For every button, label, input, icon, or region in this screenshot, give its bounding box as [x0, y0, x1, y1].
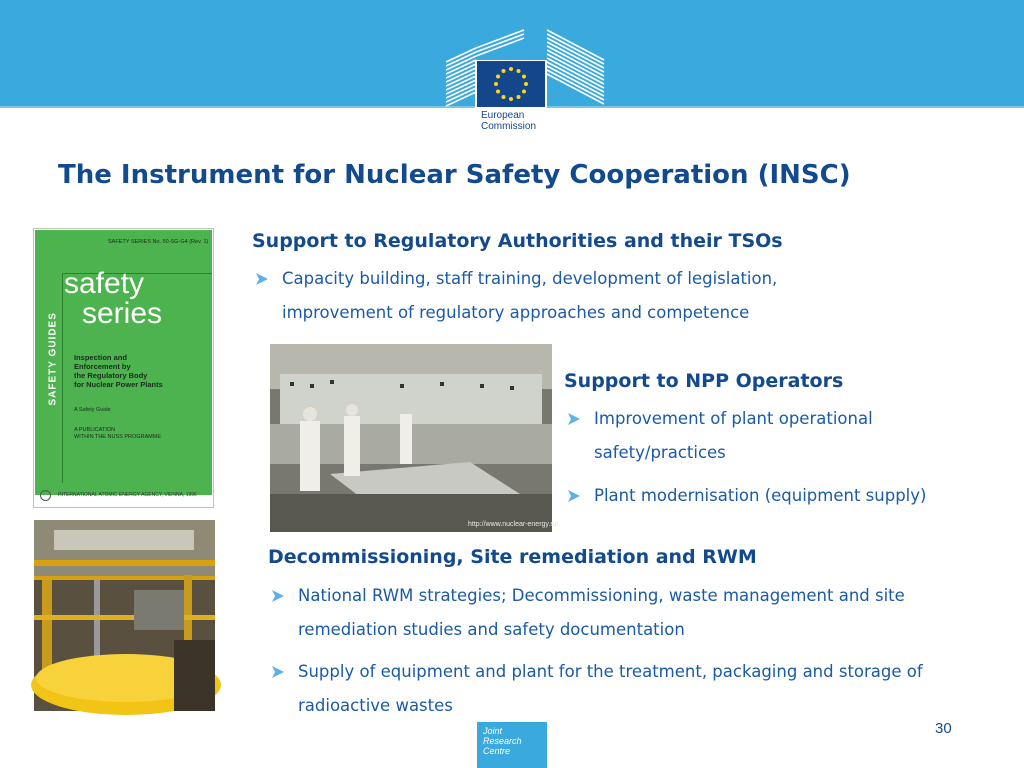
- bullet-arrow-icon: [567, 489, 581, 503]
- section-heading-npp: Support to NPP Operators: [564, 370, 844, 392]
- book-series-number: SAFETY SERIES No. 50-SG-G4 (Rev. 1): [108, 239, 209, 245]
- control-room-image: [270, 344, 565, 532]
- book-subtitle: Inspection and Enforcement by the Regulatory Body for Nuclear Power Plants: [74, 353, 163, 389]
- iaea-emblem-icon: [40, 490, 51, 501]
- page-title: The Instrument for Nuclear Safety Cooperation (INSC): [58, 160, 851, 190]
- bullet-decommissioning-2: Supply of equipment and plant for the treatment, packaging and storage of radioactive wastes: [298, 662, 923, 715]
- book-guide: A Safety Guide: [74, 407, 111, 413]
- waste-facility-drawing: [34, 520, 215, 711]
- bullet-npp-2: Plant modernisation (equipment supply): [594, 486, 927, 505]
- bullet-arrow-icon: [255, 272, 269, 286]
- bullet-decommissioning-1: National RWM strategies; Decommissioning, waste management and site remediation studies and safety documentation: [298, 586, 905, 639]
- control-room-drawing: [270, 344, 552, 532]
- photo-credit: http://www.nuclear-energy.ru/...: [468, 521, 565, 528]
- bullet-npp-1: Improvement of plant operational safety/practices: [594, 409, 873, 462]
- book-agency: INTERNATIONAL ATOMIC ENERGY AGENCY, VIENNA, 1996: [58, 492, 197, 498]
- safety-guide-cover-image: [33, 228, 214, 508]
- section-heading-regulatory: Support to Regulatory Authorities and their TSOs: [252, 230, 783, 252]
- bullet-arrow-icon: [271, 665, 285, 679]
- bullet-arrow-icon: [271, 589, 285, 603]
- book-word-safety: safety: [64, 267, 145, 300]
- logo-text: European Commission: [481, 110, 537, 132]
- book-word-series: series: [82, 297, 163, 330]
- jrc-logo-text: Joint Research Centre: [483, 726, 522, 756]
- eu-flag-icon: [477, 61, 545, 107]
- section-heading-decommissioning: Decommissioning, Site remediation and RWM: [268, 546, 757, 568]
- page-number: 30: [935, 720, 952, 737]
- bullet-arrow-icon: [567, 412, 581, 426]
- jrc-logo: [477, 722, 547, 768]
- book-spine-text: SAFETY GUIDES: [47, 312, 59, 406]
- bullet-regulatory-1: Capacity building, staff training, development of legislation, improvement of regulatory approaches and competence: [282, 269, 778, 322]
- waste-facility-image: [34, 520, 215, 711]
- book-publication: A PUBLICATION WITHIN THE NUSS PROGRAMME: [74, 427, 161, 440]
